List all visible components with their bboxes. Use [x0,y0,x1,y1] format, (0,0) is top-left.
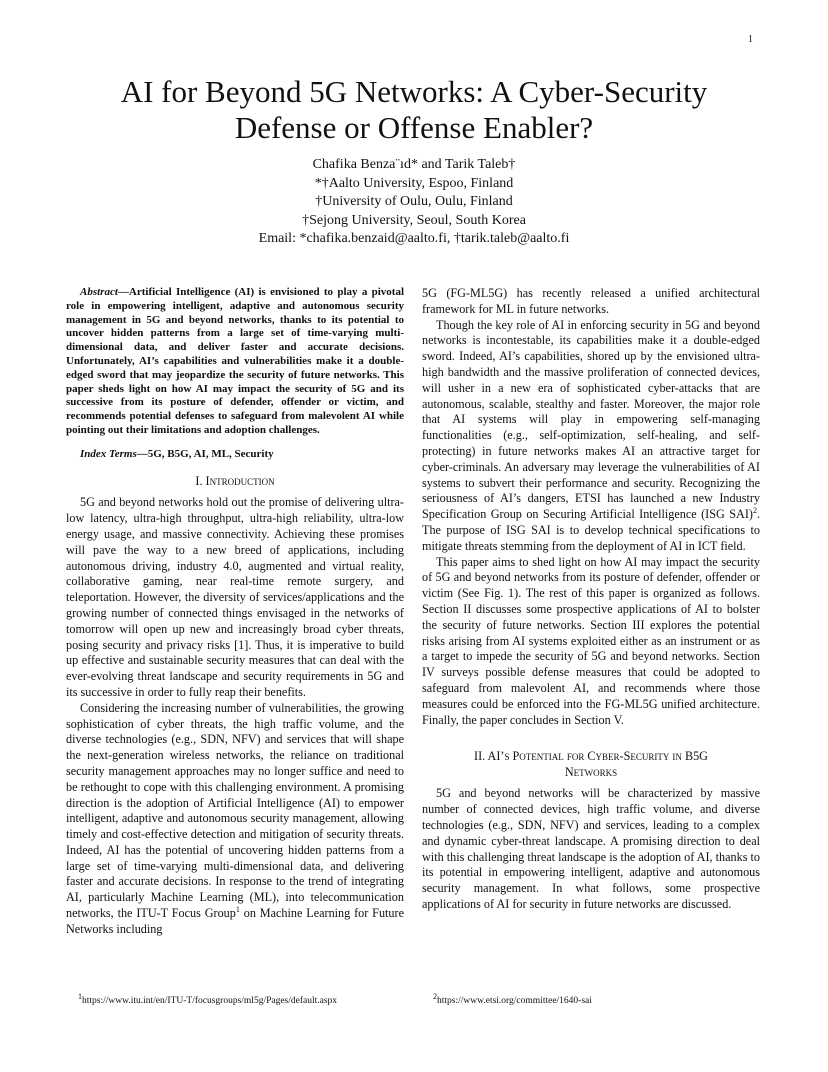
section-2-heading [422,748,760,780]
title-line-1: AI for Beyond 5G Networks: A Cyber-Security [120,74,708,109]
footnote-1-mark: 1 [78,991,82,1001]
footnote-2 [433,991,592,1006]
right-paragraph-2-text: Though the key role of AI in enforcing security in 5G and beyond networks is incontestable, its capabilities make it a double-edged sword. Indeed, AI’s capabilities, shored up by the envisioned ultra-high bandwidth and the massive proliferation of connected devices, will usher in a new era of sophisticated cyber-attacks that are autonomous, scalable, stealthy and faster. Moreover, the major role that AI systems will play in empowering self-managing functionalities (e.g., self-optimization, self-healing, and self-protecting) in future networks makes AI an attractive target for cyber-criminals. An adversary may leverage the vulnerabilities of AI systems to subvert their performance and security. Recognizing the seriousness of AI’s dangers, ETSI has launched a new Industry Specification Group on Securing Artificial Intelligence (ISG SAI) [422,317,760,522]
paper-title [60,74,768,146]
footnote-2-url[interactable]: https://www.etsi.org/committee/1640-sai [437,996,592,1006]
author-names: Chafika Benza¨ıd* and Tarik Taleb† [312,157,516,172]
footnote-ref-2[interactable]: 2 [752,506,757,516]
abstract-text: —Artificial Intelligence (AI) is envisioned to play a pivotal role in empowering intelligent, adaptive and autonomous security management in 5G and beyond networks, thanks to its potential to uncover hidden patterns from a large set of time-varying multi-dimensional data, and deliver faster and accurate decisions. Unfortunately, AI’s capabilities and vulnerabilities make it a double-edged sword that may jeopardize the security of future networks. This paper sheds light on how AI may impact the security of 5G and its successive from its posture of defender, offender or victim, and recommends potential defenses to safeguard from malevolent AI while pointing out their limitations and adoption challenges. [66,286,404,436]
section-2-heading-line-2: Networks [564,765,618,780]
author-email: Email: *chafika.benzaid@aalto.fi, †tarik.taleb@aalto.fi [258,231,570,246]
intro-paragraph-2-text: Considering the increasing number of vulnerabilities, the growing sophistication of cyber threats, the high traffic volume, and the diverse technologies (e.g., SDN, NFV) and services that will shape the next-generation wireless networks, the reliance on traditional security management approaches may no longer suffice and need to be rethought to cope with this challenging environment. A promising direction is the adoption of Artificial Intelligence (AI) to empower intelligent, adaptive and autonomous security management, allowing timely and cost-effective detection and mitigation of security threats. Indeed, AI has the potential of uncovering hidden patterns from a large set of time-varying multi-dimensional data, and delivering faster and accurate decisions. In response to the trend of integrating AI, particularly Machine Learning (ML), into telecommunication networks, the ITU-T Focus Group [66,700,404,921]
intro-paragraph-1: 5G and beyond networks hold out the promise of delivering ultra-low latency, ultra-high throughput, ultra-high reliability, ultra-low energy usage, and massive connectivity. Achieving these promises will pave the way to a new breed of applications, including autonomous driving, industry 4.0, augmented and virtual reality, collaborative gaming, near real-time remote surgery, and teleportation. However, the diversity of services/applications and the growing number of connected things envisaged in the networks of tomorrow will open up new and increasingly broad cyber threats, posing security and privacy risks [1]. Thus, it is imperative to build up effective and sustainable security measures that can deal with the ever-evolving threat landscape and security requirements in 5G and its successive in order to fully reap their benefits. [66,495,404,699]
index-terms-label: Index Terms [80,447,137,460]
affiliation-3: †Sejong University, Seoul, South Korea [302,212,526,228]
right-paragraph-3: This paper aims to shed light on how AI may impact the security of 5G and beyond networks from its posture of defender, offender or victim (See Fig. 1). The rest of this paper is organized as follows. Section II discusses some prospective applications of AI to bolster the security of future networks. Section III explores the potential risks arising from AI systems exploited either as an instrument or as a target to impede the security of 5G and beyond networks. Section IV surveys possible defense measures that could be adopted to safeguard from malevolent AI, and recommends where those measures could be enforced into the FG-ML5G unified architecture. Finally, the paper concludes in Section V. [422,554,760,727]
index-terms-text: —5G, B5G, AI, ML, Security [136,447,274,460]
right-paragraph-4: 5G and beyond networks will be characterized by massive number of connected devices, high traffic volume, and diverse technologies (e.g., SDN, NFV) and services, leading to a complex and dynamic cyber-threat landscape. A promising direction to deal with this challenging threat landscape is the adoption of AI, thanks to its potential in empowering intelligent, adaptive and autonomous security management. In what follows, some prospective applications of AI for security in future networks are discussed. [422,786,760,911]
page-number: 1 [748,34,753,45]
footnote-1 [78,991,338,1006]
right-column [422,286,760,913]
affiliation-1: *†Aalto University, Espoo, Finland [314,175,514,191]
section-2-heading-line-1: II. AI’s Potential for Cyber-Security in B5G [474,749,708,764]
footnote-1-url[interactable]: https://www.itu.int/en/ITU-T/focusgroups/ml5g/Pages/default.aspx [82,996,338,1006]
footnote-2-mark: 2 [433,991,437,1001]
footnote-ref-1[interactable]: 1 [235,905,240,915]
title-line-2: Defense or Offense Enabler? [234,110,594,145]
left-column [66,286,404,938]
right-paragraph-2 [422,318,760,555]
abstract-label: Abstract [80,286,118,298]
section-1-heading: I. Introduction [195,473,275,488]
index-terms [66,447,404,463]
affiliation-2: †University of Oulu, Oulu, Finland [315,194,513,209]
abstract [66,286,404,438]
author-block [100,156,728,249]
intro-paragraph-2-tail: on Machine Learning for Future Networks including [66,906,404,936]
right-paragraph-1: 5G (FG-ML5G) has recently released a unified architectural framework for ML in future networks. [422,286,760,316]
intro-paragraph-2 [66,701,404,938]
right-paragraph-2-tail: . The purpose of ISG SAI is to develop technical specifications to mitigate threats stemming from the deployment of AI in ICT field. [422,507,760,553]
